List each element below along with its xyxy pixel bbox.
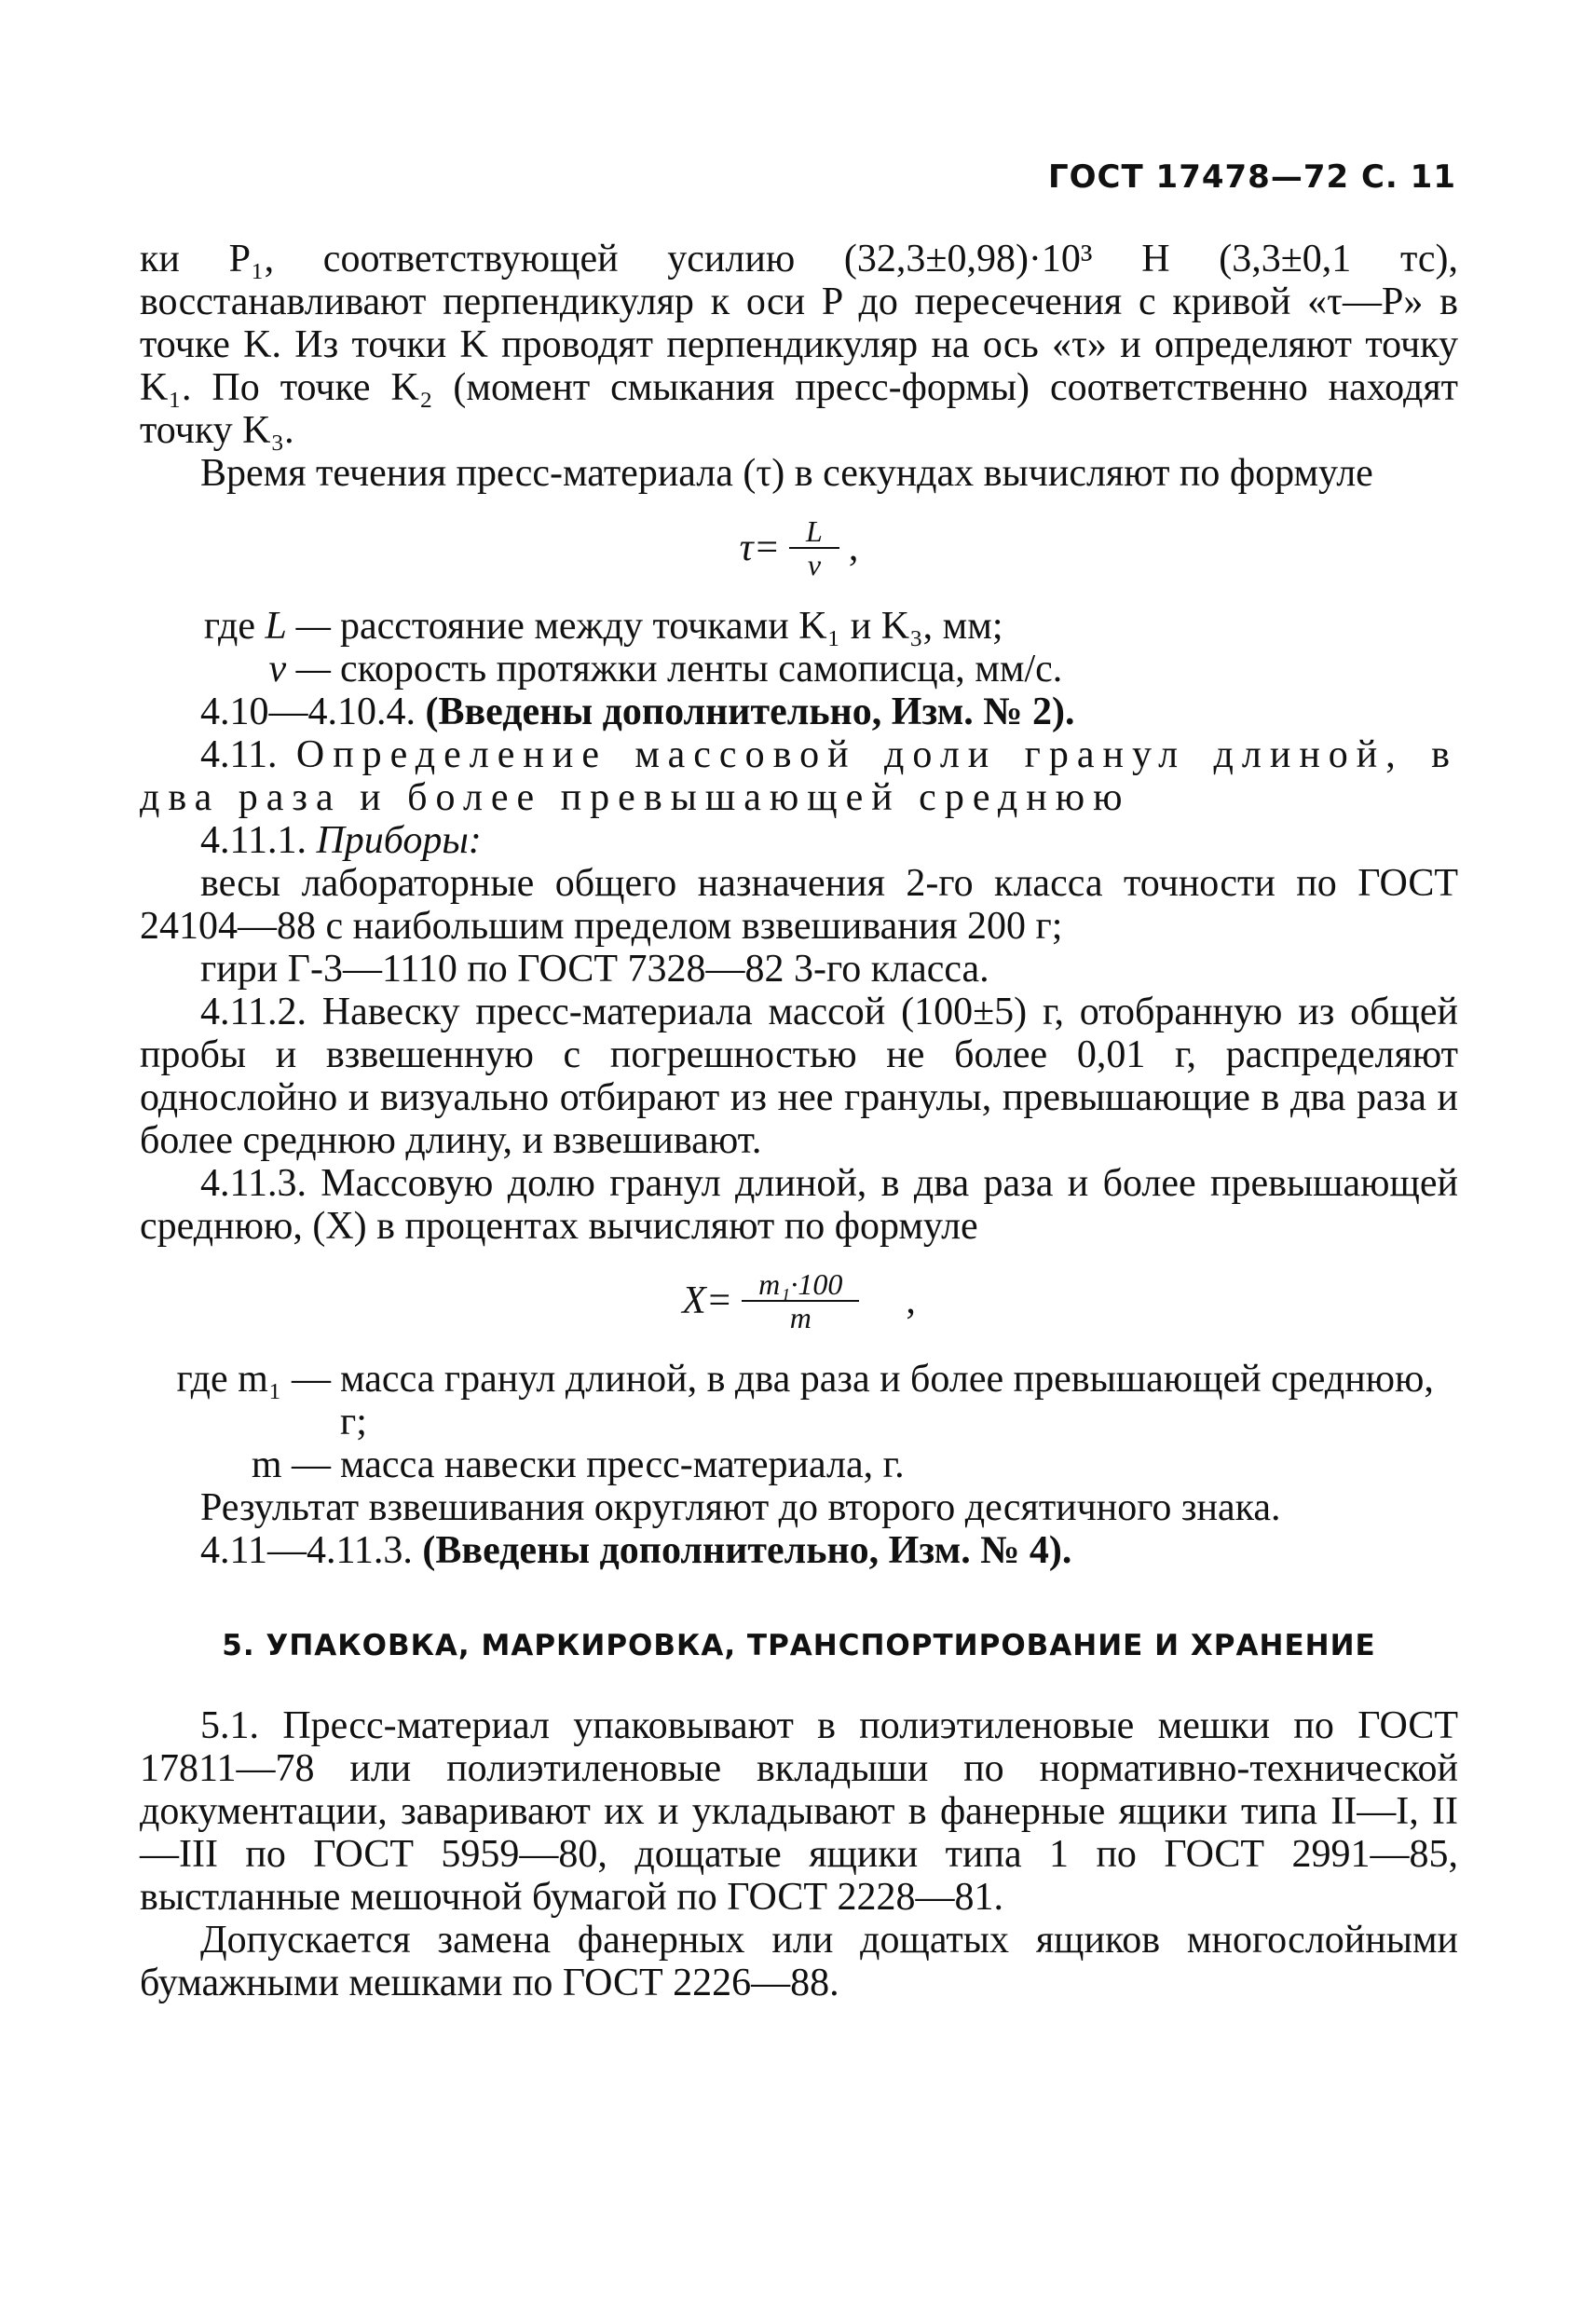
body-text — [140, 238, 1458, 2004]
where-row-L — [140, 605, 1458, 648]
formula-denominator: v — [807, 548, 822, 581]
where-row-m1 — [140, 1358, 1458, 1443]
formula-lhs: τ= — [739, 526, 781, 569]
section-title: Определение массовой доли гранул длиной, в два раза и более превышающей среднюю — [140, 733, 1459, 819]
where-definition: расстояние между точками K₁ и K₃, мм; — [340, 605, 1003, 648]
paragraph-4-11-2: 4.11.2. Навеску пресс-материала массой (100±5) г, отобранную из общей пробы и взвешенную с погрешностью не более 0,01 г, распределяют однослойно и визуально отбирают из нее гранулы, превышающие в два раза и более среднюю длину, и взвешивают. — [140, 991, 1458, 1162]
paragraph-4-11-3: 4.11.3. Массовую долю гранул длиной, в два раза и более превышающей среднюю, (X) в процентах вычисляют по формуле — [140, 1162, 1458, 1248]
where-definition: масса гранул длиной, в два раза и более превышающей среднюю, г; — [340, 1358, 1434, 1443]
where-symbol: где m₁ — — [176, 1358, 331, 1401]
paragraph-replacement: Допускается замена фанерных или дощатых ящиков многослойными бумажными мешками по ГОСТ 2226—88. — [140, 1919, 1458, 2004]
formula-lhs: X= — [682, 1279, 733, 1322]
formula-denominator: m — [789, 1301, 812, 1334]
section-number: 4.11. — [200, 733, 278, 776]
section-number: 4.11.1. — [200, 819, 307, 862]
page-header: ГОСТ 17478—72 С. 11 — [1047, 158, 1456, 196]
amendment-number: 4.11—4.11.3. — [200, 1529, 413, 1572]
where-symbol: m — — [251, 1443, 331, 1486]
formula-tail: , — [906, 1279, 916, 1322]
amendment-note-4 — [140, 1529, 1458, 1572]
where-row-v — [140, 648, 1458, 691]
section-4-11-1-heading — [140, 819, 1458, 862]
paragraph-p1-continuation: ки P₁, соответствующей усилию (32,3±0,98)·10³ Н (3,3±0,1 тс), восстанавливают перпендикуляр к оси P до пересечения с кривой «τ—P» в точке K. Из точки K проводят перпендикуляр на ось «τ» и определяют точку K₁. По точке K₂ (момент смыкания пресс-формы) соответственно находят точку K₃. — [140, 238, 1458, 452]
amendment-note-2 — [140, 691, 1458, 733]
paragraph-weights: гири Г-3—1110 по ГОСТ 7328—82 3-го класса. — [200, 948, 989, 991]
amendment-text: (Введены дополнительно, Изм. № 2). — [425, 691, 1075, 733]
formula-numerator: m₁·100 — [742, 1268, 859, 1302]
amendment-text: (Введены дополнительно, Изм. № 4). — [422, 1529, 1072, 1572]
paragraph-rounding: Результат взвешивания округляют до второго десятичного знака. — [200, 1486, 1281, 1529]
where-symbol: v — — [268, 648, 331, 691]
paragraph-5-1: 5.1. Пресс-материал упаковывают в полиэтиленовые мешки по ГОСТ 17811—78 или полиэтиленовые вкладыши по нормативно-технической документации, заваривают их и укладывают в фанерные ящики типа II—I, II—III по ГОСТ 5959—80, дощатые ящики типа 1 по ГОСТ 2991—85, выстланные мешочной бумагой по ГОСТ 2228—81. — [140, 1704, 1458, 1919]
section-4-11-heading — [140, 733, 1458, 819]
where-symbol: где L — — [203, 605, 331, 648]
where-row-m — [140, 1443, 1458, 1486]
section-5-heading: 5. УПАКОВКА, МАРКИРОВКА, ТРАНСПОРТИРОВАНИЕ И ХРАНЕНИЕ — [222, 1629, 1376, 1662]
formula-tail: , — [848, 526, 859, 569]
amendment-number: 4.10—4.10.4. — [200, 691, 416, 733]
paragraph-scales: весы лабораторные общего назначения 2-го класса точности по ГОСТ 24104—88 с наибольшим пределом взвешивания 200 г; — [140, 862, 1458, 948]
formula-mass-fraction — [140, 1268, 1458, 1333]
section-title: Приборы: — [316, 819, 482, 862]
formula-fraction — [742, 1268, 859, 1333]
where-definition: скорость протяжки ленты самописца, мм/с. — [340, 648, 1063, 691]
paragraph-flow-time: Время течения пресс-материала (τ) в секундах вычисляют по формуле — [200, 452, 1373, 495]
formula-flow-time — [140, 515, 1458, 581]
where-definition: масса навески пресс-материала, г. — [340, 1443, 905, 1486]
formula-numerator: L — [789, 515, 839, 549]
formula-fraction — [789, 515, 839, 581]
